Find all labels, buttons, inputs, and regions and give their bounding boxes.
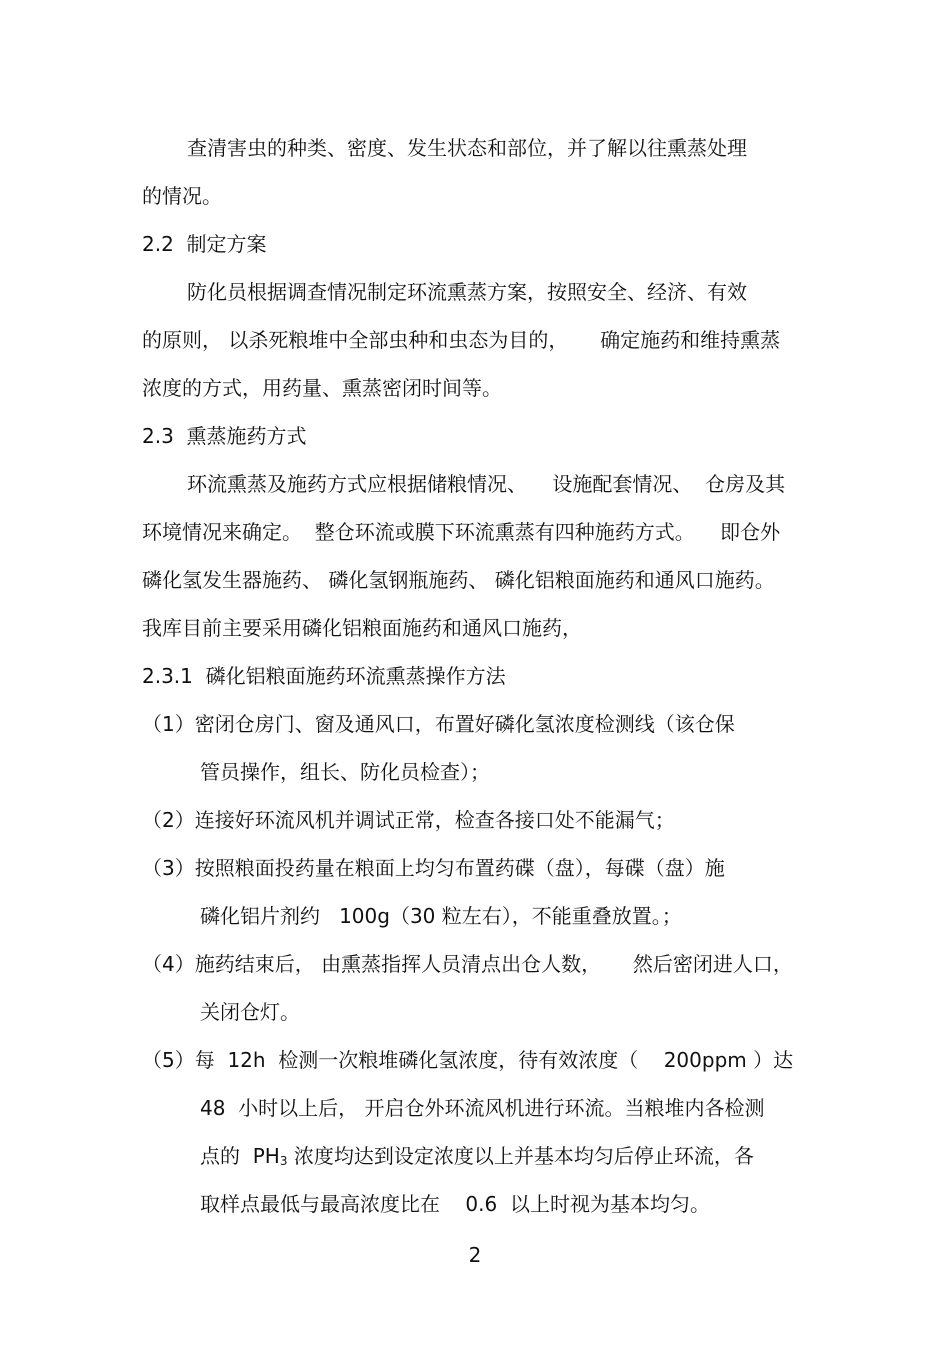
paragraph-line: 磷化氢发生器施药、 磷化氢钢瓶施药、 磷化铝粮面施药和通风口施药。 — [142, 568, 775, 592]
subsection-heading: 2.3.1 磷化铝粮面施药环流熏蒸操作方法 — [142, 664, 506, 688]
section-heading: 2.2 制定方案 — [142, 232, 267, 256]
list-item-continuation — [200, 1144, 754, 1173]
list-item: （4）施药结束后， 由熏蒸指挥人员清点出仓人数， 然后密闭进人口， — [142, 952, 793, 976]
paragraph-line: 浓度的方式，用药量、熏蒸密闭时间等。 — [142, 376, 502, 400]
paragraph-line: 的情况。 — [142, 184, 222, 208]
paragraph-line: 环境情况来确定。 整仓环流或膜下环流熏蒸有四种施药方式。 即仓外 — [142, 520, 781, 544]
text-run: 点的 PH — [200, 1144, 280, 1168]
list-item: （1）密闭仓房门、窗及通风口，布置好磷化氢浓度检测线（该仓保 — [142, 712, 735, 736]
page-number: 2 — [468, 1243, 482, 1267]
list-item-continuation: 管员操作，组长、防化员检查）； — [200, 760, 490, 784]
text-run: 浓度均达到设定浓度以上并基本均匀后停止环流，各 — [287, 1144, 754, 1168]
list-item: （3）按照粮面投药量在粮面上均匀布置药碟（盘），每碟（盘）施 — [142, 856, 725, 880]
list-item-continuation: 取样点最低与最高浓度比在 0.6 以上时视为基本均匀。 — [200, 1192, 710, 1216]
list-item-continuation: 关闭仓灯。 — [200, 1000, 300, 1024]
paragraph-line: 的原则， 以杀死粮堆中全部虫种和虫态为目的， 确定施药和维持熏蒸 — [142, 328, 781, 352]
list-item: （5）每 12h 检测一次粮堆磷化氢浓度，待有效浓度（ 200ppm ）达 — [142, 1048, 794, 1072]
paragraph-line: 查清害虫的种类、密度、发生状态和部位，并了解以往熏蒸处理 — [187, 136, 747, 160]
list-item-continuation: 磷化铝片剂约 100g（30 粒左右），不能重叠放置。； — [200, 904, 682, 928]
list-item: （2）连接好环流风机并调试正常，检查各接口处不能漏气； — [142, 808, 675, 832]
list-item-continuation: 48 小时以上后， 开启仓外环流风机进行环流。当粮堆内各检测 — [200, 1096, 765, 1120]
subscript: 3 — [279, 1154, 288, 1168]
paragraph-line: 防化员根据调查情况制定环流熏蒸方案，按照安全、经济、有效 — [187, 280, 747, 304]
section-heading: 2.3 熏蒸施药方式 — [142, 424, 307, 448]
paragraph-line: 我库目前主要采用磷化铝粮面施药和通风口施药， — [142, 616, 582, 640]
paragraph-line: 环流熏蒸及施药方式应根据储粮情况、 设施配套情况、 仓房及其 — [187, 472, 786, 496]
